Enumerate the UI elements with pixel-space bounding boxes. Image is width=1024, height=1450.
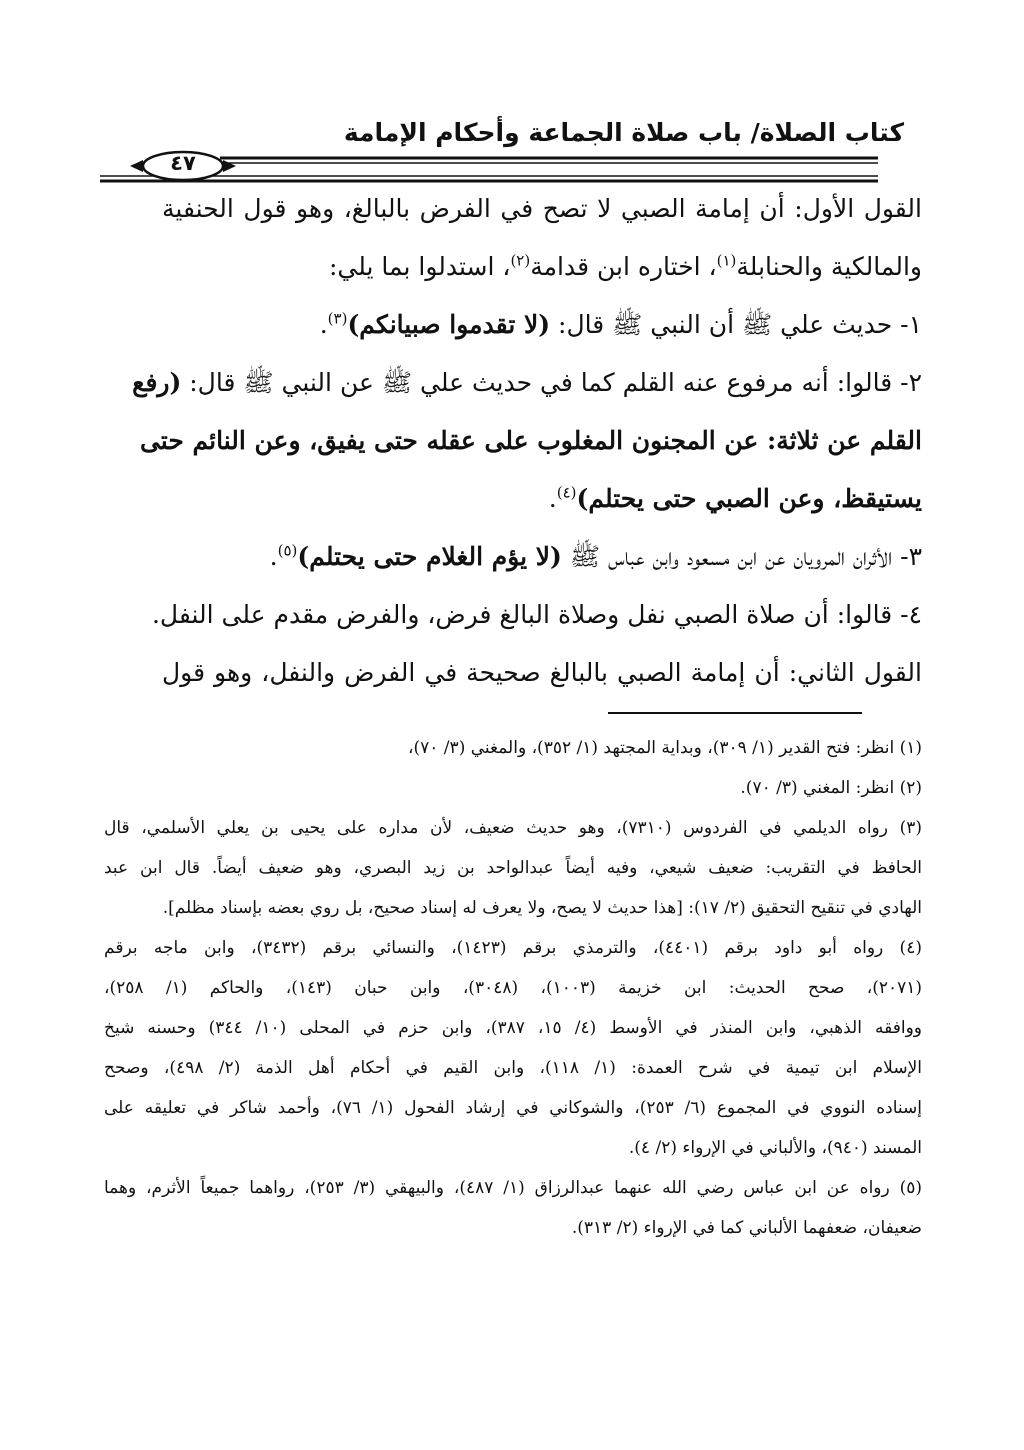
text-span: ١- حديث علي ﷺ أن النبي ﷺ قال: [550, 310, 922, 339]
hadith-text: (لا تقدموا صبيانكم) [347, 310, 551, 339]
footnote-line: الحافظ في التقريب: ضعيف شيعي، وفيه أيضاً عبدالواحد بن زيد البصري، وهو ضعيف أيضاً. قال ابن عبد [104, 858, 922, 878]
footnote-line: (٤) رواه أبو داود برقم (٤٤٠١)، والترمذي برقم (١٤٢٣)، والنسائي برقم (٣٤٣٢)، وابن ماجه برقم [104, 938, 922, 958]
running-title: كتاب الصلاة/ باب صلاة الجماعة وأحكام الإمامة [343, 118, 904, 147]
text-span: ، استدلوا بما يلي: [328, 252, 511, 281]
text-line [151, 586, 922, 644]
footnote-marker: (١) [716, 251, 737, 270]
text-line [139, 412, 922, 470]
text-span: . [548, 484, 557, 513]
text-line [162, 528, 922, 586]
footnote-marker: (٤) [556, 483, 577, 502]
hadith-text: (رفع [132, 368, 182, 397]
footnote-line: ووافقه الذهبي، وابن المنذر في الأوسط (٤/ ١٥، ٣٨٧)، وابن حزم في المحلى (١٠/ ٣٤٤) وحسنه شيخ [104, 1018, 922, 1038]
footnote-marker: (٥) [277, 541, 298, 560]
text-line [162, 238, 922, 296]
page-number: ٤٧ [170, 151, 196, 175]
footnote-line: (٢) انظر: المغني (٣/ ٧٠). [740, 778, 922, 798]
text-line [132, 354, 922, 412]
text-span: القول الثاني: أن إمامة الصبي بالبالغ صحيحة في الفرض والنفل، وهو قول [162, 658, 922, 687]
footnote-line: الهادي في تنقيح التحقيق (٢/ ١٧): [هذا حديث لا يصح، ولا يعرف له إسناد صحيح، بل روي بعضه بإسناد مظلم]. [162, 898, 922, 918]
footnote-separator [608, 712, 862, 714]
text-line [162, 644, 922, 702]
main-text [132, 180, 922, 702]
footnote-line: (١) انظر: فتح القدير (١/ ٣٠٩)، وبداية المجتهد (١/ ٣٥٢)، والمغني (٣/ ٧٠)، [408, 738, 922, 758]
text-line [162, 180, 922, 238]
text-span: . [269, 542, 278, 571]
text-span: ٤- قالوا: أن صلاة الصبي نفل وصلاة البالغ فرض، والفرض مقدم على النفل. [151, 600, 922, 629]
footnote-line: الإسلام ابن تيمية في شرح العمدة: (١/ ١١٨)، وابن القيم في أحكام أهل الذمة (٢/ ٤٩٨)، وصحح [104, 1058, 922, 1078]
footnote-marker: (٢) [510, 251, 531, 270]
text-span: ٢- قالوا: أنه مرفوع عنه القلم كما في حديث علي ﷺ عن النبي ﷺ قال: [181, 368, 922, 397]
footnote-line: (٣) رواه الديلمي في الفردوس (٧٣١٠)، وهو حديث ضعيف، لأن مداره على يحيى بن يعلي الأسلمي، قال [104, 818, 922, 838]
footnote-line: (٥) رواه عن ابن عباس رضي الله عنهما عبدالرزاق (١/ ٤٨٧)، والبيهقي (٣/ ٢٥٣)، رواهما جميعاً الأثرم، وهما [104, 1178, 923, 1198]
hadith-text: يستيقظ، وعن الصبي حتى يحتلم) [576, 484, 922, 513]
text-span: القول الأول: أن إمامة الصبي لا تصح في الفرض بالبالغ، وهو قول الحنفية [162, 194, 922, 223]
footnote-line: ضعيفان، ضعفهما الألباني كما في الإرواء (٢/ ٣١٣). [571, 1218, 922, 1238]
footnote-line: إسناده النووي في المجموع (٦/ ٢٥٣)، والشوكاني في إرشاد الفحول (١/ ٧٦)، وأحمد شاكر في تعليقه على [104, 1098, 922, 1118]
text-span: . [319, 310, 328, 339]
text-span: ٣- الأثران المرويان عن ابن مسعود وابن عباس ﷺ [561, 542, 922, 571]
text-span: والمالكية والحنابلة [736, 252, 922, 281]
hadith-text: القلم عن ثلاثة: عن المجنون المغلوب على عقله حتى يفيق، وعن النائم حتى [139, 426, 922, 455]
text-span: ، اختاره ابن قدامة [530, 252, 717, 281]
footnotes [104, 728, 922, 1248]
footnote-marker: (٣) [327, 309, 348, 328]
hadith-text: (لا يؤم الغلام حتى يحتلم) [297, 542, 562, 571]
footnote-line: (٢٠٧١)، صحح الحديث: ابن خزيمة (١٠٠٣)، (٣٠٤٨)، وابن حبان (١٤٣)، والحاكم (١/ ٢٥٨)، [104, 978, 923, 998]
text-line [162, 470, 922, 528]
text-line [162, 296, 922, 354]
footnote-line: المسند (٩٤٠)، والألباني في الإرواء (٢/ ٤). [628, 1138, 922, 1158]
